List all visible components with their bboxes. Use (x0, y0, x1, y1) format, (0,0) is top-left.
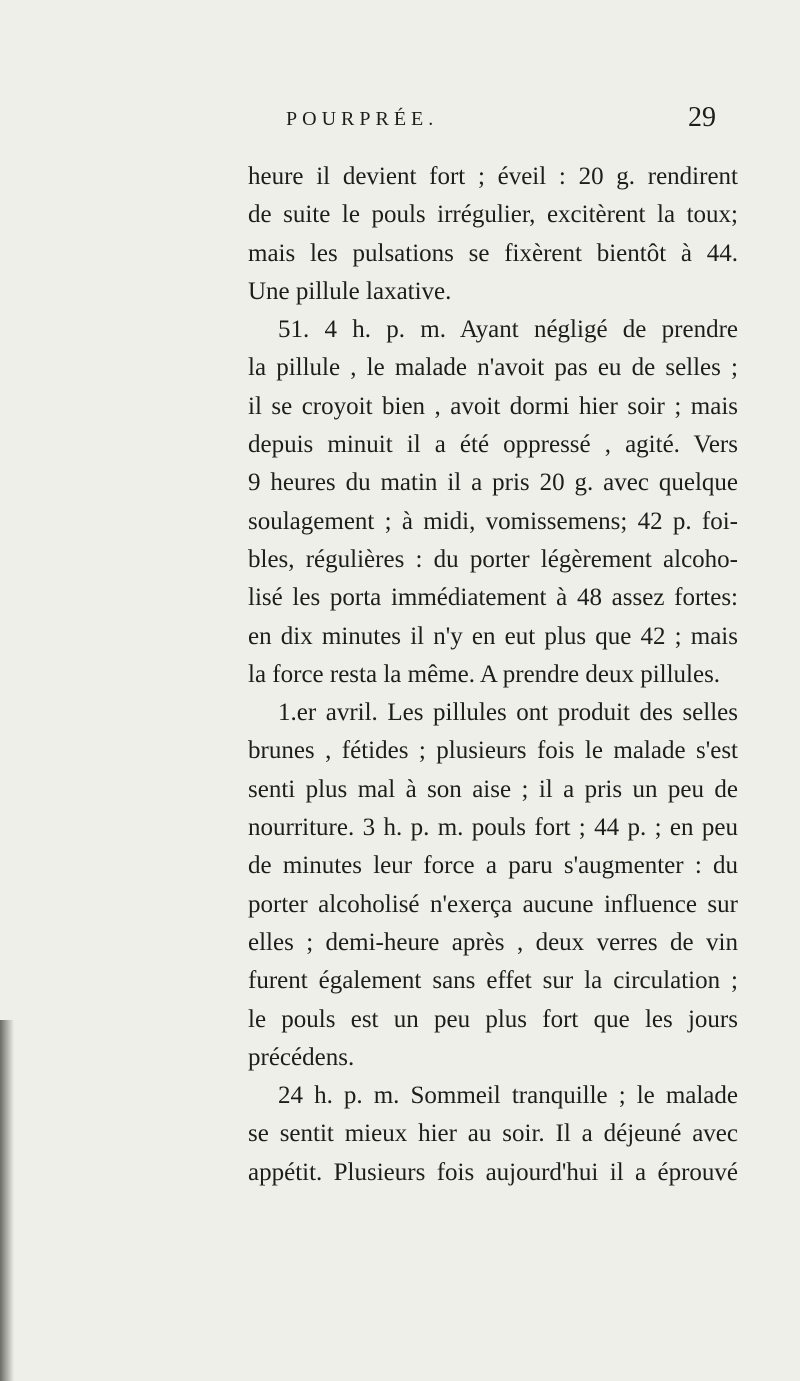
text-line: porter alcoholisé n'exerça aucune influence sur (248, 890, 738, 918)
text-line: elles ; demi-heure après , deux verres de vin (248, 928, 738, 956)
text-line: précédens. (248, 1043, 355, 1071)
text-line: 1.er avril. Les pillules ont produit des selles (278, 699, 738, 727)
running-title: POURPRÉE. (286, 108, 439, 130)
text-line: la pillule , le malade n'avoit pas eu de selles ; (248, 354, 738, 382)
text-line: Une pillule laxative. (248, 277, 452, 305)
text-line: senti plus mal à son aise ; il a pris un peu de (248, 775, 738, 803)
text-line: soulagement ; à midi, vomissemens; 42 p. foi- (248, 507, 738, 535)
page-number: 29 (688, 102, 716, 133)
text-line: depuis minuit il a été oppressé , agité. Vers (248, 431, 738, 459)
text-line: le pouls est un peu plus fort que les jours (248, 1005, 738, 1033)
text-line: en dix minutes il n'y en eut plus que 42 ; mais (248, 622, 738, 650)
page-header (0, 100, 800, 140)
text-line: bles, régulières : du porter légèrement alcoho- (248, 545, 738, 573)
page-edge-shadow (0, 1020, 14, 1381)
text-line: mais les pulsations se fixèrent bientôt à 44. (248, 239, 738, 267)
text-line: lisé les porta immédiatement à 48 assez fortes: (248, 584, 738, 612)
text-line: il se croyoit bien , avoit dormi hier soir ; mais (248, 392, 738, 420)
body-text (248, 158, 738, 1192)
text-line: brunes , fétides ; plusieurs fois le malade s'est (248, 737, 738, 765)
text-line: furent également sans effet sur la circulation ; (248, 967, 738, 995)
text-line: 24 h. p. m. Sommeil tranquille ; le malade (278, 1082, 738, 1110)
text-line: nourriture. 3 h. p. m. pouls fort ; 44 p. ; en peu (248, 814, 738, 842)
text-line: se sentit mieux hier au soir. Il a déjeuné avec (248, 1120, 738, 1148)
text-line: heure il devient fort ; éveil : 20 g. rendirent (248, 163, 738, 190)
text-line: la force resta la même. A prendre deux pillules. (248, 660, 721, 688)
text-line: 9 heures du matin il a pris 20 g. avec quelque (248, 469, 738, 497)
text-line: de suite le pouls irrégulier, excitèrent la toux; (248, 201, 738, 229)
text-line: de minutes leur force a paru s'augmenter : du (248, 852, 738, 880)
text-line: 51. 4 h. p. m. Ayant négligé de prendre (278, 316, 738, 344)
text-line: appétit. Plusieurs fois aujourd'hui il a éprouvé (248, 1158, 738, 1186)
